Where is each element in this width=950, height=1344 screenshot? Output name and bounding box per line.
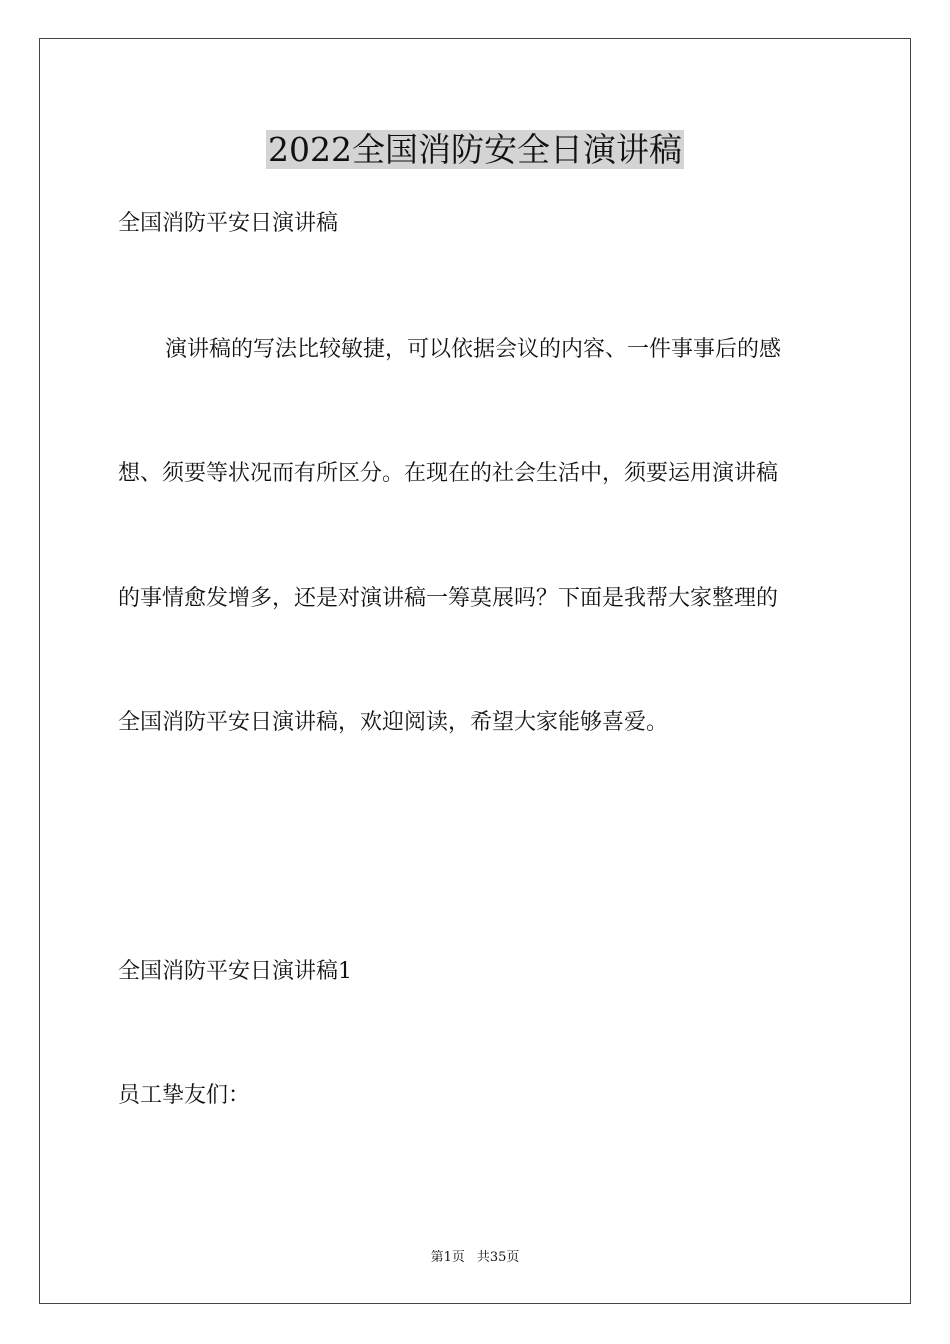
intro-line: 演讲稿的写法比较敏捷，可以依据会议的内容、一件事事后的感 — [165, 337, 782, 362]
page-number: 第1页 — [430, 1250, 465, 1265]
document-title — [0, 128, 950, 172]
intro-line: 的事情愈发增多，还是对演讲稿一筹莫展吗？下面是我帮大家整理的 — [118, 586, 779, 611]
page-total: 共35页 — [476, 1250, 520, 1265]
document-subtitle: 全国消防平安日演讲稿 — [118, 211, 339, 236]
intro-line: 全国消防平安日演讲稿，欢迎阅读，希望大家能够喜爱。 — [118, 710, 669, 735]
page-footer — [0, 1249, 950, 1267]
salutation: 员工挚友们： — [118, 1083, 251, 1108]
intro-line: 想、须要等状况而有所区分。在现在的社会生活中，须要运用演讲稿 — [118, 461, 779, 486]
document-title-text: 2022全国消防安全日演讲稿 — [268, 130, 682, 169]
section-heading: 全国消防平安日演讲稿1 — [118, 959, 352, 984]
